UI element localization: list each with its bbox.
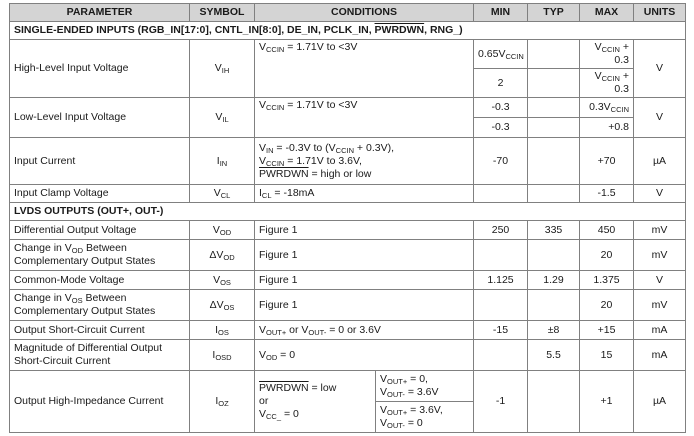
condition-ioz-a: $V_{OUT+} = 0$, $V_{OUT-} = 3.6V$ [376,371,474,402]
units-dvos: mV [634,290,686,321]
typ-ios: ±8 [528,321,580,340]
symbol-ioz: $I_{OZ}$ [190,371,255,433]
max-vod: 450 [580,221,634,240]
symbol-dvod: $\Delta V_{OD}$ [190,240,255,271]
units-ios: mA [634,321,686,340]
units-vos: V [634,271,686,290]
table-row-iin [10,138,686,185]
section-title: SINGLE-ENDED INPUTS (RGB_IN[17:0], CNTL_IN[8:0], DE_IN, PCLK_IN, PWRDWN, RNG_) [10,22,686,40]
symbol-ios: $I_{OS}$ [190,321,255,340]
min-vcl [474,185,528,203]
symbol-vil: $V_{IL}$ [190,98,255,138]
param-vih: High-Level Input Voltage [10,40,190,98]
header-units: UNITS [634,4,686,22]
param-vil: Low-Level Input Voltage [10,98,190,138]
param-dvod: Change in $V_{OD}$ Between Complementary Output States [10,240,190,271]
symbol-iosd: $I_{OSD}$ [190,340,255,371]
min-ioz: -1 [474,371,528,433]
typ-vos: 1.29 [528,271,580,290]
table-row-ioz [10,371,686,402]
symbol-vih: $V_{IH}$ [190,40,255,98]
table-row-ios [10,321,686,340]
typ-vih-1 [528,40,580,69]
param-iosd: Magnitude of Differential Output Short-Circuit Current [10,340,190,371]
min-iin: -70 [474,138,528,185]
typ-dvod [528,240,580,271]
table-row-iosd [10,340,686,371]
typ-dvos [528,290,580,321]
min-dvos [474,290,528,321]
max-vih-2: $V_{CCIN} + 0.3$ [580,69,634,98]
units-vod: mV [634,221,686,240]
header-max: MAX [580,4,634,22]
header-typ: TYP [528,4,580,22]
min-vod: 250 [474,221,528,240]
condition-iin: $V_{IN} = -0.3V$ to $(V_{CCIN} + 0.3V)$, $V_{CCIN} = 1.71V$ to 3.6V, PWRDWN = high or low [255,138,474,185]
symbol-vcl: $V_{CL}$ [190,185,255,203]
typ-ioz [528,371,580,433]
table-row-vos [10,271,686,290]
max-iin: +70 [580,138,634,185]
electrical-characteristics-table [9,3,686,433]
max-dvos: 20 [580,290,634,321]
min-iosd [474,340,528,371]
condition-ioz-main: PWRDWN = low or $V_{CC\_} = 0$ [255,371,376,433]
max-vih-1: $V_{CCIN} + 0.3$ [580,40,634,69]
condition-vod: Figure 1 [255,221,474,240]
condition-ios: $V_{OUT+}$ or $V_{OUT-} = 0$ or 3.6V [255,321,474,340]
units-vcl: V [634,185,686,203]
section-single-ended-inputs [10,22,686,40]
section-title: LVDS OUTPUTS (OUT+, OUT-) [10,203,686,221]
typ-vod: 335 [528,221,580,240]
header-min: MIN [474,4,528,22]
units-vih: V [634,40,686,98]
symbol-vod: $V_{OD}$ [190,221,255,240]
symbol-vos: $V_{OS}$ [190,271,255,290]
min-vih-2: 2 [474,69,528,98]
units-iosd: mA [634,340,686,371]
param-ioz: Output High-Impedance Current [10,371,190,433]
param-ios: Output Short-Circuit Current [10,321,190,340]
max-ios: +15 [580,321,634,340]
table-row-vih [10,40,686,69]
typ-vih-2 [528,69,580,98]
condition-vcl: $I_{CL} = -18mA$ [255,185,474,203]
table-row-vil [10,98,686,118]
max-vcl: -1.5 [580,185,634,203]
min-vih-1: $0.65V_{CCIN}$ [474,40,528,69]
condition-vil: $V_{CCIN} = 1.71V$ to <3V [255,98,474,138]
min-ios: -15 [474,321,528,340]
condition-dvod: Figure 1 [255,240,474,271]
condition-iosd: $V_{OD} = 0$ [255,340,474,371]
param-dvos: Change in $V_{OS}$ Between Complementary Output States [10,290,190,321]
table-row-vcl [10,185,686,203]
min-dvod [474,240,528,271]
min-vil-2: -0.3 [474,118,528,138]
param-iin: Input Current [10,138,190,185]
condition-vih: $V_{CCIN} = 1.71V$ to <3V [255,40,474,98]
max-vos: 1.375 [580,271,634,290]
header-conditions: CONDITIONS [255,4,474,22]
symbol-iin: $I_{IN}$ [190,138,255,185]
table-row-dvos [10,290,686,321]
typ-vcl [528,185,580,203]
typ-iin [528,138,580,185]
max-iosd: 15 [580,340,634,371]
table-row-dvod [10,240,686,271]
typ-iosd: 5.5 [528,340,580,371]
condition-ioz-b: $V_{OUT+} = 3.6V$, $V_{OUT-} = 0$ [376,402,474,433]
param-vod: Differential Output Voltage [10,221,190,240]
typ-vil-2 [528,118,580,138]
min-vil-1: -0.3 [474,98,528,118]
typ-vil-1 [528,98,580,118]
units-dvod: mV [634,240,686,271]
units-vil: V [634,98,686,138]
units-iin: µA [634,138,686,185]
min-vos: 1.125 [474,271,528,290]
units-ioz: µA [634,371,686,433]
header-parameter: PARAMETER [10,4,190,22]
header-symbol: SYMBOL [190,4,255,22]
param-vos: Common-Mode Voltage [10,271,190,290]
max-dvod: 20 [580,240,634,271]
table-row-vod [10,221,686,240]
section-lvds-outputs [10,203,686,221]
max-vil-1: $0.3V_{CCIN}$ [580,98,634,118]
condition-dvos: Figure 1 [255,290,474,321]
condition-vos: Figure 1 [255,271,474,290]
max-ioz: +1 [580,371,634,433]
header-row [10,4,686,22]
symbol-dvos: $\Delta V_{OS}$ [190,290,255,321]
param-vcl: Input Clamp Voltage [10,185,190,203]
max-vil-2: +0.8 [580,118,634,138]
